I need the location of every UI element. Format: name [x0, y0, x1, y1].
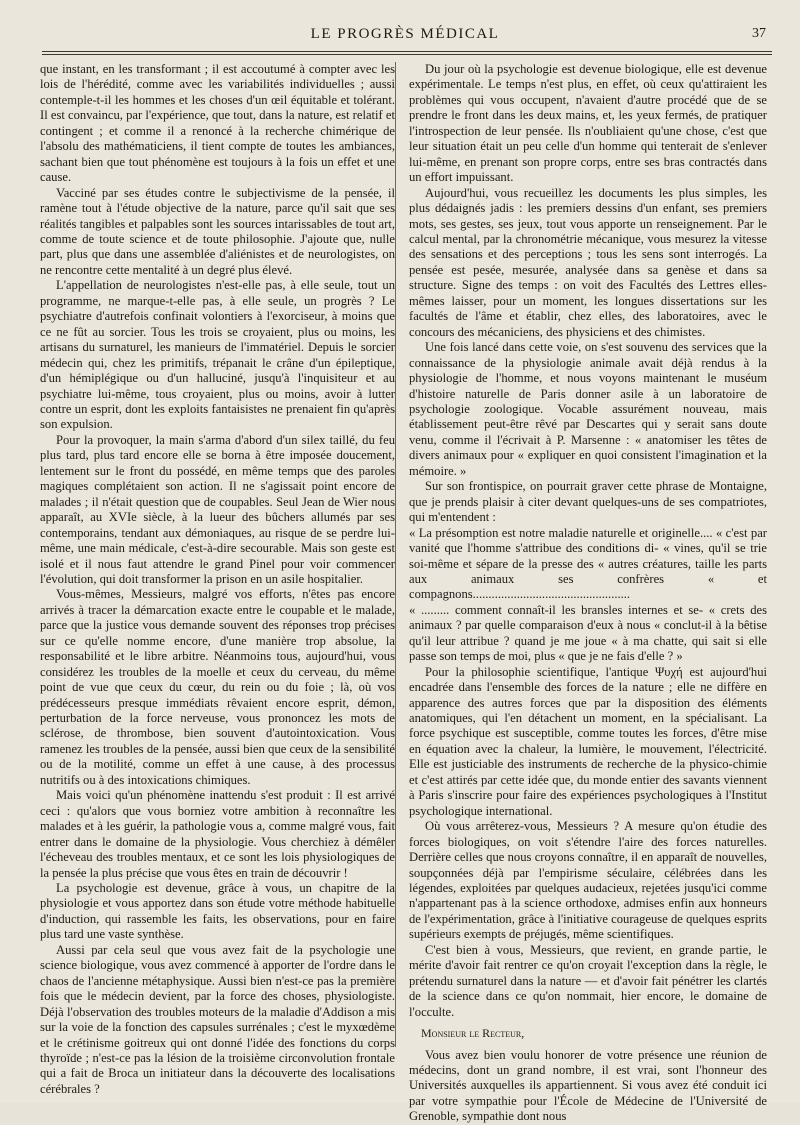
paragraph: Où vous arrêterez-vous, Messieurs ? A mesure qu'on étudie des forces biologiques, on voit s'étendre l'aire des forces naturelles. Derrière celles que nous croyons connaître, il en apparaît de nouvelles, soupçonnées déjà par l'empirisme séculaire, célébrées dans les légendes, exploitées par quelques audacieux, rejetées jusqu'ici comme n'appartenant pas à la science orthodoxe, admises enfin aux honneurs de l'expérimentation, grâce à l'initiative courageuse de quelques esprits supérieurs exempts de préjugés, même scientifiques. [409, 819, 767, 942]
paragraph: Mais voici qu'un phénomène inattendu s'est produit : Il est arrivé ceci : qu'alors que vous borniez votre ambition à reconnaître les malades et à les guérir, la pathologie vous a, comme malgré vous, fait entrer dans le domaine de la physiologie. Vous cherchiez à démêler l'écheveau des troubles mentaux, et ce sont les lois physiologiques de la pensée la plus précise que vous êtes en train de découvrir ! [40, 788, 395, 880]
paragraph: Pour la philosophie scientifique, l'antique Ψυχή est aujourd'hui encadrée dans l'ensemble des forces de la nature ; elle ne diffère en apparence des autres forces que par la disposition des éléments anatomiques, qui l'en détachent un moment, en la spécialisant. La force psychique est susceptible, comme toutes les forces, d'être mise en équation avec la chaleur, la lumière, le mouvement, l'électricité. Elle est justiciable des instruments de recherche de la physico-chimie et c'est attirés par cette idée que, du monde entier des savants viennent à Paris s'inscrire pour faire des expériences psychologiques à l'Institut psychologique international. [409, 664, 767, 818]
column-divider [395, 62, 396, 1047]
right-column [409, 62, 767, 1125]
montaigne-quote: « La présomption est notre maladie naturelle et originelle.... « c'est par vanité que l'homme s'attribue des conditions di- « vines, qu'il se trie soi-même et sépare de la presse des « autres créatures, taille les parts aux animaux ses confrères « et compagnons.................................................. [409, 525, 767, 602]
left-column [40, 62, 395, 1097]
paragraph: Vacciné par ses études contre le subjectivisme de la pensée, il ramène tout à l'étude objective de la nature, parce qu'il sait que ses réalités tangibles et palpables sont les sources intarissables de tout art, comme de toute science et de toute philosophie. J'ajoute que, nulle part, plus que dans une assemblée d'aliénistes et de neurologistes, on ne rencontre cette mentalité à un degré plus élevé. [40, 185, 395, 277]
paragraph: C'est bien à vous, Messieurs, que revient, en grande partie, le mérite d'avoir fait rentrer ce qu'on croyait l'exception dans la règle, le prétendu surnaturel dans la nature — et d'avoir fait pénétrer les clartés de la science dans ce qu'on nommait, hier encore, le domaine de l'occulte. [409, 942, 767, 1019]
paragraph: Vous avez bien voulu honorer de votre présence une réunion de médecins, dont un grand nombre, il est vrai, sont l'honneur des Universités auxquelles ils appartiennent. Si vous avez été conduit ici par votre sympathie pour l'École de Médecine de l'Université de Grenoble, sympathie dont nous [409, 1047, 767, 1124]
header-rule [42, 51, 772, 52]
paragraph: Sur son frontispice, on pourrait graver cette phrase de Montaigne, que je prends plaisir à citer devant quelques-uns de ses compatriotes, qui m'entendent : [409, 479, 767, 525]
paragraph: Aujourd'hui, vous recueillez les documents les plus simples, les plus dédaignés jadis : les premiers dessins d'un enfant, ses premiers mots, ses gestes, ses jeux, tout vous apporte un renseignement. Par le calcul mental, par la chronométrie mécanique, vous mesurez la vitesse des sensations et des perceptions ; tous les sens sont interrogés. La pensée est pesée, mesurée, analysée dans sa genèse et dans sa structure. Signe des temps : on voit des Facultés des Lettres elles-mêmes laisser, pour un moment, les longues dissertations sur les facultés de l'âme et établir, chez elles, des laboratoires, avec le concours des mécaniciens, des physiciens et des chimistes. [409, 185, 767, 339]
journal-title: LE PROGRÈS MÉDICAL [310, 26, 500, 42]
montaigne-quote-continued: « ......... comment connaît-il les bransles internes et se- « crets des animaux ? par quelle comparaison d'eux à nous « conclut-il à la bêtise qu'il leur attribue ? quand je me joue « à ma chatte, qui sait si elle passe son temps de moi, plus « que je ne fais d'elle ? » [409, 602, 767, 664]
paragraph: que instant, en les transformant ; il est accoutumé à compter avec les lois de l'hérédité, comme avec les variabilités individuelles ; aussi contemple-t-il les hommes et les choses d'un œil équitable et tolérant. Il est convaincu, par l'expérience, que tout, dans la nature, est relatif et contingent ; et comme il a renoncé à la recherche chimérique de l'absolu des mathématiciens, il tient compte de toutes les ambiances, sachant bien que tout phénomène est toujours à la fois un effet et une cause. [40, 62, 395, 185]
paragraph: L'appellation de neurologistes n'est-elle pas, à elle seule, tout un programme, ne marque-t-elle pas, à elle seule, un progrès ? Le psychiatre d'autrefois confinait volontiers à l'exorciseur, à moins que ce ne fût au sorcier. Tous les trois se croyaient, plus ou moins, les artisans du surnaturel, les manieurs de l'immatériel. Depuis le sorcier médecin qui, chez les primitifs, trépanait le crâne d'un épileptique, d'un hémiplégique ou d'un halluciné, jusqu'à l'inquisiteur et au psychiatre lui-même, tous croyaient, plus ou moins, avoir à lutter contre un esprit, dont les exploits fantaisistes ne prenaient fin qu'après son expulsion. [40, 278, 395, 432]
page-number: 37 [752, 26, 766, 41]
header-rule-thin [42, 54, 772, 55]
paragraph: Pour la provoquer, la main s'arma d'abord d'un silex taillé, du feu plus tard, plus tard encore elle se borna à être imposée doucement, lentement sur le front du possédé, en même temps que des paroles magiques complétaient son action. Il ne s'agissait point encore de malades ; il n'était question que de coupables. Seul Jean de Wier nous apparaît, au XVIe siècle, à la lueur des bûchers allumés par ses contemporains, tendant aux démoniaques, au risque de se perdre lui-même, une main médicale, c'est-à-dire secourable. Mais son geste est isolé et il nous faut attendre le grand Pinel pour voir commencer l'évolution, qui doit transformer la prison en un asile hospitalier. [40, 432, 395, 586]
paragraph: Aussi par cela seul que vous avez fait de la psychologie une science biologique, vous avez commencé à apporter de l'ordre dans le chaos de l'ancienne métaphysique. Aussi bien n'est-ce pas la première fois que le médecin devient, par la force des choses, physiologiste. Déjà l'observation des troubles moteurs de la maladie d'Addison a mis sur la voie de la fonction des capsules surrénales ; c'est le myxœdème et le crétinisme goitreux qui ont donné l'idée des fonctions du corps thyroïde ; n'est-ce pas la lésion de la troisième circonvolution frontale qui a fait de Broca un initiateur dans la découverte des localisations cérébrales ? [40, 942, 395, 1096]
paragraph: Vous-mêmes, Messieurs, malgré vos efforts, n'êtes pas encore arrivés à tracer la démarcation exacte entre le coupable et le malade, parce que la justice vous demande souvent des réponses trop précises sur ce qu'elle nomme encore, d'une manière trop absolue, la responsabilité et le libre arbitre. Néanmoins tous, aujourd'hui, vous considérez les troubles de la moelle et ceux du cerveau, du même point de vue que ceux du cœur, du rein ou du foie ; là, où vos prédécesseurs presque immédiats rêvaient encore esprit, démon, perturbation de la force nerveuse, vous prononcez les mots de sclérose, de thrombose, bien souvent d'autointoxication. Vous ramenez les troubles de la pensée, aussi bien que ceux de la sensibilité ou de la motilité, comme un effet à une cause, à des processus nutritifs ou à des intoxications chimiques. [40, 587, 395, 787]
address-heading: Monsieur le Recteur, [421, 1026, 525, 1041]
paragraph: Du jour où la psychologie est devenue biologique, elle est devenue expérimentale. Le temps n'est plus, en effet, où ceux qu'attiraient les problèmes qui vous occupent, n'avaient d'autre procédé que de se prendre le front dans les deux mains, et, les yeux fermés, de pratiquer l'introspection de leur pensée. Ils n'oubliaient qu'une chose, c'est que leur situation était un peu celle d'un homme qui tenterait de s'enlever lui-même, en prenant son propre corps, entre ses bras contractés dans un effort impuissant. [409, 62, 767, 185]
page-header [40, 24, 770, 46]
paragraph: La psychologie est devenue, grâce à vous, un chapitre de la physiologie et vous apportez dans son étude votre méthode habituelle d'induction, qui rassemble les faits, les observations, pour en faire plus tard une vaste synthèse. [40, 881, 395, 942]
paragraph: Une fois lancé dans cette voie, on s'est souvenu des services que la connaissance de la physiologie animale avait déjà rendus à la physiologie de l'homme, et nous voyons maintenant le muséum d'histoire naturelle de Paris donner asile à un laboratoire de psychologie zoologique. Vocable assurément nouveau, mais établissement peut-être rêvé par Descartes qui y serait sans doute venu, comme il l'écrivait à P. Marsenne : « anatomiser les têtes de divers animaux pour « expliquer en quoi consistent l'imagination et la mémoire. » [409, 340, 767, 478]
